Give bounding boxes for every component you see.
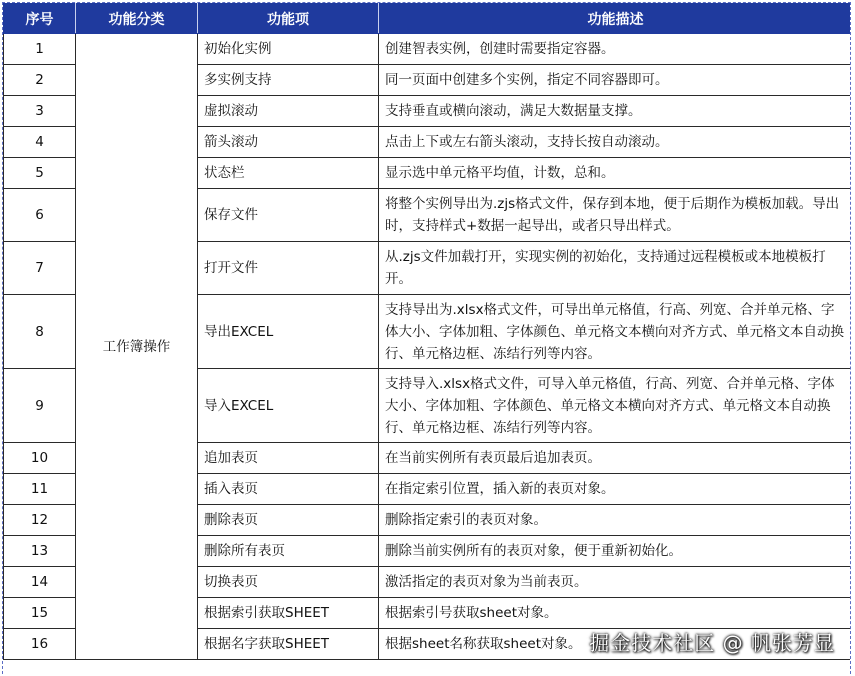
header-description: 功能描述 [379, 4, 852, 34]
row-index: 6 [4, 189, 76, 242]
row-feature: 追加表页 [198, 443, 379, 474]
row-index: 16 [4, 629, 76, 660]
row-index: 15 [4, 598, 76, 629]
row-index: 7 [4, 242, 76, 295]
row-description: 删除指定索引的表页对象。 [379, 505, 852, 536]
row-feature: 切换表页 [198, 567, 379, 598]
row-index: 10 [4, 443, 76, 474]
row-feature: 虚拟滚动 [198, 96, 379, 127]
row-description: 删除当前实例所有的表页对象，便于重新初始化。 [379, 536, 852, 567]
row-description: 激活指定的表页对象为当前表页。 [379, 567, 852, 598]
row-description: 将整个实例导出为.zjs格式文件，保存到本地，便于后期作为模板加载。导出时，支持样式+数据一起导出，或者只导出样式。 [379, 189, 852, 242]
table-frame [2, 2, 851, 674]
row-feature: 插入表页 [198, 474, 379, 505]
row-feature: 删除所有表页 [198, 536, 379, 567]
header-row [4, 4, 852, 34]
header-feature: 功能项 [198, 4, 379, 34]
row-description: 在当前实例所有表页最后追加表页。 [379, 443, 852, 474]
row-description: 支持垂直或横向滚动，满足大数据量支撑。 [379, 96, 852, 127]
row-feature: 根据名字获取SHEET [198, 629, 379, 660]
row-feature: 导入EXCEL [198, 369, 379, 443]
row-index: 13 [4, 536, 76, 567]
row-feature: 保存文件 [198, 189, 379, 242]
row-index: 8 [4, 295, 76, 369]
row-description: 点击上下或左右箭头滚动，支持长按自动滚动。 [379, 127, 852, 158]
site-watermark: 掘金技术社区 @ 帆张芳显 [589, 631, 835, 655]
feature-table [3, 3, 851, 660]
header-category: 功能分类 [76, 4, 198, 34]
row-description: 在指定索引位置，插入新的表页对象。 [379, 474, 852, 505]
row-index: 12 [4, 505, 76, 536]
row-feature: 打开文件 [198, 242, 379, 295]
row-description: 根据索引号获取sheet对象。 [379, 598, 852, 629]
row-index: 5 [4, 158, 76, 189]
row-index: 14 [4, 567, 76, 598]
row-index: 2 [4, 65, 76, 96]
row-description: 同一页面中创建多个实例，指定不同容器即可。 [379, 65, 852, 96]
row-index: 11 [4, 474, 76, 505]
row-description: 支持导出为.xlsx格式文件，可导出单元格值，行高、列宽、合并单元格、字体大小、字体加粗、字体颜色、单元格文本横向对齐方式、单元格文本自动换行、单元格边框、冻结行列等内容。 [379, 295, 852, 369]
row-description: 创建智表实例，创建时需要指定容器。 [379, 34, 852, 65]
row-feature: 根据索引获取SHEET [198, 598, 379, 629]
row-feature: 导出EXCEL [198, 295, 379, 369]
row-feature: 初始化实例 [198, 34, 379, 65]
row-index: 4 [4, 127, 76, 158]
row-feature: 多实例支持 [198, 65, 379, 96]
row-index: 9 [4, 369, 76, 443]
row-feature: 删除表页 [198, 505, 379, 536]
row-index: 1 [4, 34, 76, 65]
header-index: 序号 [4, 4, 76, 34]
row-description: 根据sheet名称获取sheet对象。 [379, 629, 852, 660]
row-index: 3 [4, 96, 76, 127]
row-description: 支持导入.xlsx格式文件，可导入单元格值，行高、列宽、合并单元格、字体大小、字体加粗、字体颜色、单元格文本横向对齐方式、单元格文本自动换行、单元格边框、冻结行列等内容。 [379, 369, 852, 443]
row-feature: 状态栏 [198, 158, 379, 189]
table-row [4, 34, 852, 65]
category-cell: 工作簿操作 [76, 34, 198, 660]
row-feature: 箭头滚动 [198, 127, 379, 158]
row-description: 从.zjs文件加载打开，实现实例的初始化，支持通过远程模板或本地模板打开。 [379, 242, 852, 295]
row-description: 显示选中单元格平均值，计数，总和。 [379, 158, 852, 189]
